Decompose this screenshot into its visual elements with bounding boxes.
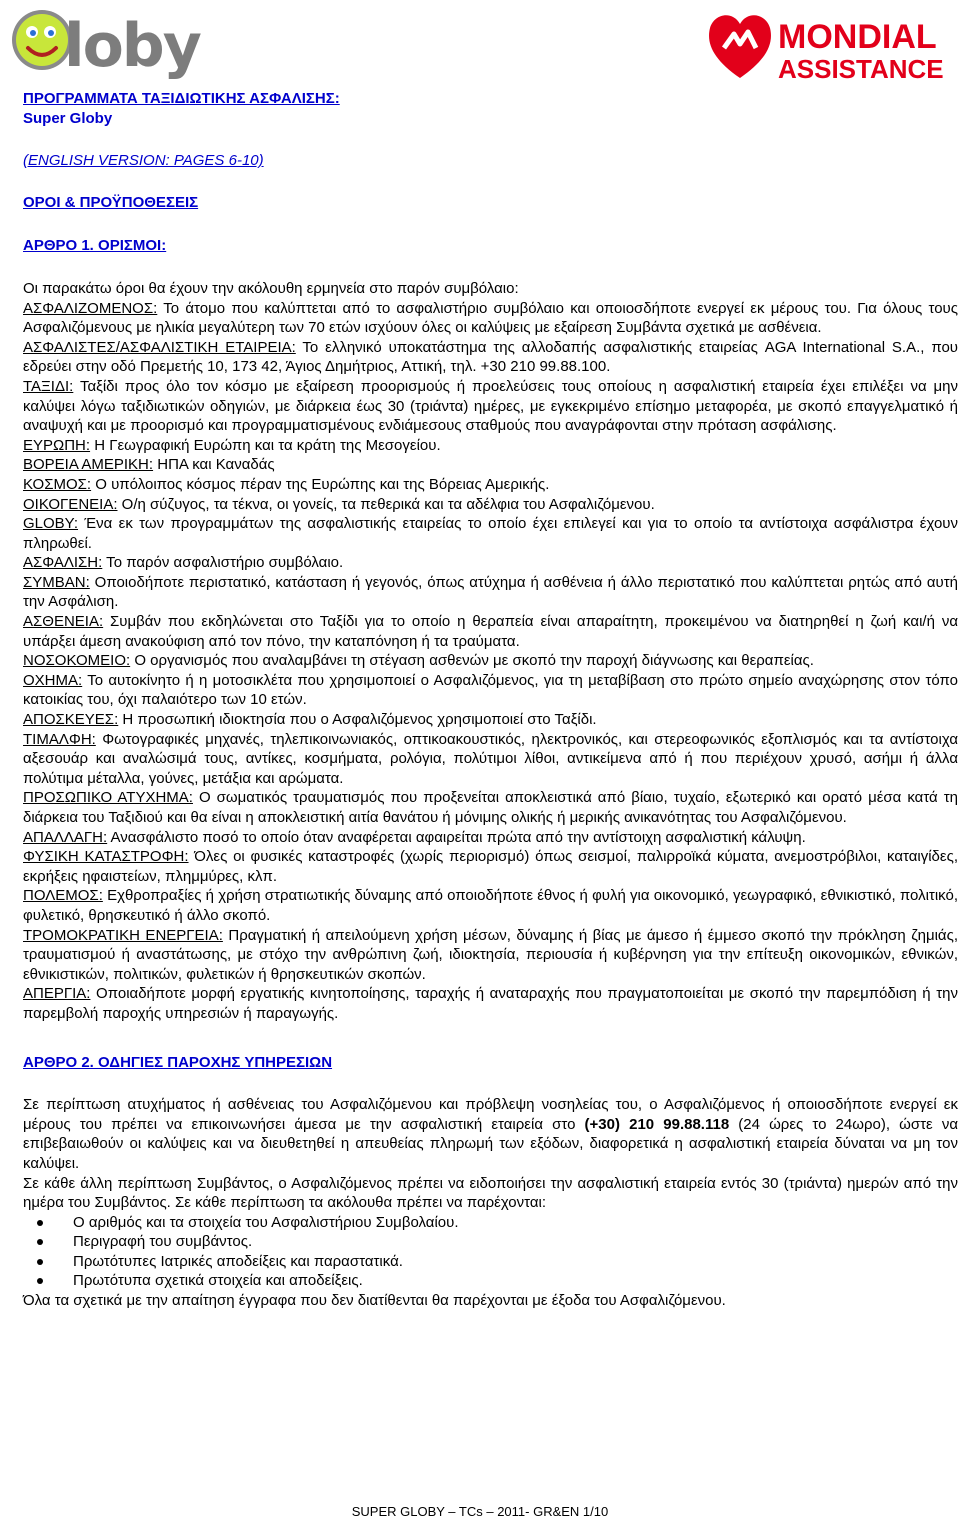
globy-logo [6,4,268,82]
list-item: Ο αριθμός και τα στοιχεία του Ασφαλιστήριου Συμβολαίου. [23,1213,958,1233]
definition-item [23,828,958,848]
list-item: Πρωτότυπα σχετικά στοιχεία και αποδείξεις. [23,1271,958,1291]
definition-text: Ο σωματικός τραυματισμός που προξενείται αποκλειστικά από βίαιο, τυχαίο, εξωτερικό και ορατό μέσα κατά τη διάρκεια του Ταξιδιού και θα είναι η αποκλειστική αιτία θανάτου ή μόνιμης ολικής ή μερικής ανικανότητας του Ασφαλιζόμενου. [23,789,959,826]
definition-item [23,710,958,730]
definition-text: Το άτομο που καλύπτεται από το ασφαλιστήριο συμβόλαιο και οποιοσδήποτε ενεργεί εκ μέρους του. Για όλους τους Ασφαλιζόμενους με ηλικία μεγαλύτερη των 70 ετών ισχύουν όλες οι καλύψεις με εξαίρεση Συμβάντα σχετικά με ασθένεια. [23,299,958,337]
definition-item [23,573,958,612]
definition-item [23,377,958,436]
definition-item [23,553,958,573]
definition-text: Το αυτοκίνητο ή η μοτοσικλέτα που χρησιμοποιεί ο Ασφαλιζόμενος, για τη μεταβίβαση στο πρώτο σημείο αναχώρησης στον τόπο κατοικίας του, όχι παλαιότερο των 10 ετών. [23,671,958,709]
page-footer: SUPER GLOBY – TCs – 2011- GR&EN 1/10 [351,1504,609,1519]
document-body [23,89,958,1311]
article2-closing: Όλα τα σχετικά με την απαίτηση έγγραφα που δεν διατίθενται θα παρέχονται με έξοδα του Ασφαλιζόμενου. [23,1292,726,1310]
definition-text: Ο οργανισμός που αναλαμβάνει τη στέγαση ασθενών με σκοπό την παροχή διάγνωσης και θεραπείας. [130,652,814,670]
definition-item [23,984,958,1023]
definition-item [23,612,958,651]
definition-text: Η προσωπική ιδιοκτησία που ο Ασφαλιζόμενος χρησιμοποιεί στο Ταξίδι. [118,711,597,729]
mondial-heart-icon [709,15,771,78]
definition-term: ΤΙΜΑΛΦΗ: [23,730,96,748]
definitions-list [23,299,958,1024]
required-documents-list [23,1213,958,1291]
definition-term: ΑΠΕΡΓΙΑ: [23,985,91,1003]
definition-term: ΣΥΜΒΑΝ: [23,573,90,591]
assistance-phone-number: (+30) 210 99.88.118 [584,1115,730,1133]
definition-term: ΠΡΟΣΩΠΙΚΟ ΑΤΥΧΗΜΑ: [23,789,193,807]
list-item: Πρωτότυπες Ιατρικές αποδείξεις και παραστατικά. [23,1252,958,1272]
list-item: Περιγραφή του συμβάντος. [23,1232,958,1252]
definition-text: Ανασφάλιστο ποσό το οποίο όταν αναφέρεται αφαιρείται πρώτα από την αντίστοιχη ασφαλιστική κάλυψη. [107,828,806,846]
definition-text: Ο υπόλοιπος κόσμος πέραν της Ευρώπης και της Βόρειας Αμερικής. [91,475,550,493]
definition-term: ΟΧΗΜΑ: [23,671,83,689]
definition-item [23,338,958,377]
definition-item [23,299,958,338]
definition-text: Το ελληνικό υποκατάστημα της αλλοδαπής ασφαλιστικής εταιρείας AGA International S.A., που εδρεύει στην οδό Πρεμετής 10, 173 42, Άγιος Δημήτριος, Αττική, τηλ. +30 210 99.88.100. [23,338,958,376]
globy-logo-text: loby [64,11,200,81]
article2-p1-end: (24 ώρες το 24ωρο), ώστε να επιβεβαιωθούν οι καλύψεις και να διευθετηθεί η απευθείας πληρωμή των εξόδων, διαφορετικά η ασφαλιστική εταιρεία δύναται να μη τον καλύψει. [23,1115,958,1172]
definition-item [23,495,958,515]
definition-term: ΦΥΣΙΚΗ ΚΑΤΑΣΤΡΟΦΗ: [23,848,189,866]
program-subtitle: Super Globy [23,109,113,127]
definition-text: Το παρόν ασφαλιστήριο συμβόλαιο. [102,554,344,572]
assistance-logo-text: ASSISTANCE [778,54,944,84]
globy-smiley-icon [12,10,72,70]
definition-term: ΑΠΑΛΛΑΓΗ: [23,828,108,846]
article2-p1-start: Σε περίπτωση ατυχήματος ή ασθένειας του Ασφαλιζόμενου και πρόβλεψη νοσηλείας του, ο Ασφαλιζόμενος ή οποιοσδήποτε ενεργεί εκ μέρους του πρέπει να επικοινωνήσει άμεσα με την ασφαλιστική εταιρεία στο [23,1096,958,1133]
definition-item [23,788,958,827]
article2-paragraph-2: Σε κάθε άλλη περίπτωση Συμβάντος, ο Ασφαλιζόμενος πρέπει να ειδοποιήσει την ασφαλιστική εταιρεία εντός 30 (τριάντα) ημερών από την ημέρα του Συμβάντος. Σε κάθε περίπτωση τα ακόλουθα πρέπει να παρέχονται: [23,1174,958,1212]
article2-paragraph-1 [23,1095,958,1173]
definition-term: ΤΡΟΜΟΚΡΑΤΙΚΗ ΕΝΕΡΓΕΙΑ: [23,926,223,944]
definition-term: ΒΟΡΕΙΑ ΑΜΕΡΙΚΗ: [23,456,154,474]
definition-term: ΑΣΘΕΝΕΙΑ: [23,613,104,631]
definition-term: ΑΣΦΑΛΙΣΤΕΣ/ΑΣΦΑΛΙΣΤΙΚΗ ΕΤΑΙΡΕΙΑ: [23,338,296,356]
definition-term: ΠΟΛΕΜΟΣ: [23,887,103,905]
definition-term: ΑΣΦΑΛΙΖΟΜΕΝΟΣ: [23,299,158,317]
definition-term: ΑΠΟΣΚΕΥΕΣ: [23,711,119,729]
definition-item [23,671,958,710]
definition-item [23,455,958,475]
definition-term: ΚΟΣΜΟΣ: [23,475,92,493]
definition-term: ΤΑΞΙΔΙ: [23,377,74,395]
definition-term: ΟΙΚΟΓΕΝΕΙΑ: [23,495,118,513]
definition-item [23,730,958,789]
definition-item [23,926,958,985]
definition-term: GLOBY: [23,515,79,533]
definition-item [23,847,958,886]
mondial-assistance-logo [704,4,958,84]
definition-text: Ο/η σύζυγος, τα τέκνα, οι γονείς, τα πεθερικά και τα αδέλφια του Ασφαλιζόμενου. [117,495,655,513]
definition-item [23,651,958,671]
definition-text: Η Γεωγραφική Ευρώπη και τα κράτη της Μεσογείου. [90,436,441,454]
definition-text: ΗΠΑ και Καναδάς [153,456,275,474]
definition-text: Όλες οι φυσικές καταστροφές (χωρίς περιορισμό) όπως σεισμοί, παλιρροϊκά κύματα, ανεμοστρόβιλοι, καταιγίδες, εκρήξεις ηφαιστείων, πλημμύρες, κλπ. [23,848,958,885]
mondial-logo-text: MONDIAL [778,18,937,56]
definition-text: Ταξίδι προς όλο τον κόσμο με εξαίρεση προορισμούς ή προελεύσεις τους οποίους η ασφαλιστική εταιρεία έχει επιλέξει να μην καλύψει λόγω ταξιδιωτικών οδηγιών, με διάρκεια έως 30 (τριάντα) ημέρες, με εγκεκριμένο επίσημο μεταφορέα, με σκοπό επαγγελματικό ή αναψυχή και με προορισμό και προγραμματισμένους ενδιάμεσους σταθμούς που αναγράφονται στην πρόταση ασφάλισης. [23,377,958,435]
article1-heading: ΑΡΘΡΟ 1. ΟΡΙΣΜΟΙ: [23,237,167,255]
definition-text: Ένα εκ των προγραμμάτων της ασφαλιστικής εταιρείας το οποίο έχει επιλεγεί και για το οποίο τα αντίστοιχα ασφάλιστρα έχουν πληρωθεί. [23,515,958,552]
definition-text: Εχθροπραξίες ή χρήση στρατιωτικής δύναμης από οποιοδήποτε έθνος ή φυλή για οικονομικό, γεωγραφικό, εθνικιστικό, πολιτικό, φυλετικό, θρησκευτικό ή άλλο σκοπό. [23,887,958,924]
definitions-intro: Οι παρακάτω όροι θα έχουν την ακόλουθη ερμηνεία στο παρόν συμβόλαιο: [23,279,519,297]
definition-item [23,514,958,553]
definition-term: ΝΟΣΟΚΟΜΕΙΟ: [23,652,131,670]
definition-item [23,886,958,925]
definition-text: Οποιαδήποτε μορφή εργατικής κινητοποίησης, ταραχής ή αναταραχής που πραγματοποιείται με σκοπό την παρεμπόδιση ή την παρεμβολή παροχής υπηρεσιών ή παραγωγής. [23,985,958,1022]
definition-item [23,436,958,456]
terms-heading: ΟΡΟΙ & ΠΡΟΫΠΟΘΕΣΕΙΣ [23,193,199,211]
definition-term: ΕΥΡΩΠΗ: [23,436,91,454]
definition-item [23,475,958,495]
definition-term: ΑΣΦΑΛΙΣΗ: [23,554,103,572]
english-version-link[interactable]: (ENGLISH VERSION: PAGES 6-10) [23,152,264,170]
program-title: ΠΡΟΓΡΑΜΜΑΤΑ ΤΑΞΙΔΙΩΤΙΚΗΣ ΑΣΦΑΛΙΣΗΣ: [23,90,340,107]
definition-text: Συμβάν που εκδηλώνεται στο Ταξίδι για το οποίο η θεραπεία είναι απαραίτητη, προκειμένου να διατηρηθεί η ζωή και/ή να υπάρξει άμεση ανακούφιση από τον πόνο, την καταπόνηση ή τα τραύματα. [23,613,958,650]
definition-text: Οποιοδήποτε περιστατικό, κατάσταση ή γεγονός, όπως ατύχημα ή ασθένεια ή άλλο περιστατικό που καλύπτεται ρητώς από αυτή την Ασφάλιση. [23,573,958,611]
definition-text: Φωτογραφικές μηχανές, τηλεπικοινωνιακός, οπτικοακουστικός, ηλεκτρονικός, και στερεοφωνικός εξοπλισμός και τα αντίστοιχα αξεσουάρ και αναλώσιμά τους, αντίκες, κοσμήματα, ρολόγια, πολύτιμοι λίθοι, αντικείμενα από ή που περιέχουν χρυσό, ασήμι ή άλλα πολύτιμα μέταλλα, γούνες, μετάξια και αρώματα. [23,730,958,787]
definition-text: Πραγματική ή απειλούμενη χρήση μέσων, δύναμης ή βίας με άμεσο ή έμμεσο σκοπό την πρόκληση ζημιάς, τραυματισμού ή αναστάτωσης, με στόχο την ανθρώπινη ζωή, ιδιοκτησία, περιουσία ή κυβέρνηση για την επίτευξη οικονομικών, εθνικών, εθνικιστικών, πολιτικών, φυλετικών ή θρησκευτικών σκοπών. [23,926,958,983]
article2-heading: ΑΡΘΡΟ 2. ΟΔΗΓΙΕΣ ΠΑΡΟΧΗΣ ΥΠΗΡΕΣΙΩΝ [23,1053,333,1071]
